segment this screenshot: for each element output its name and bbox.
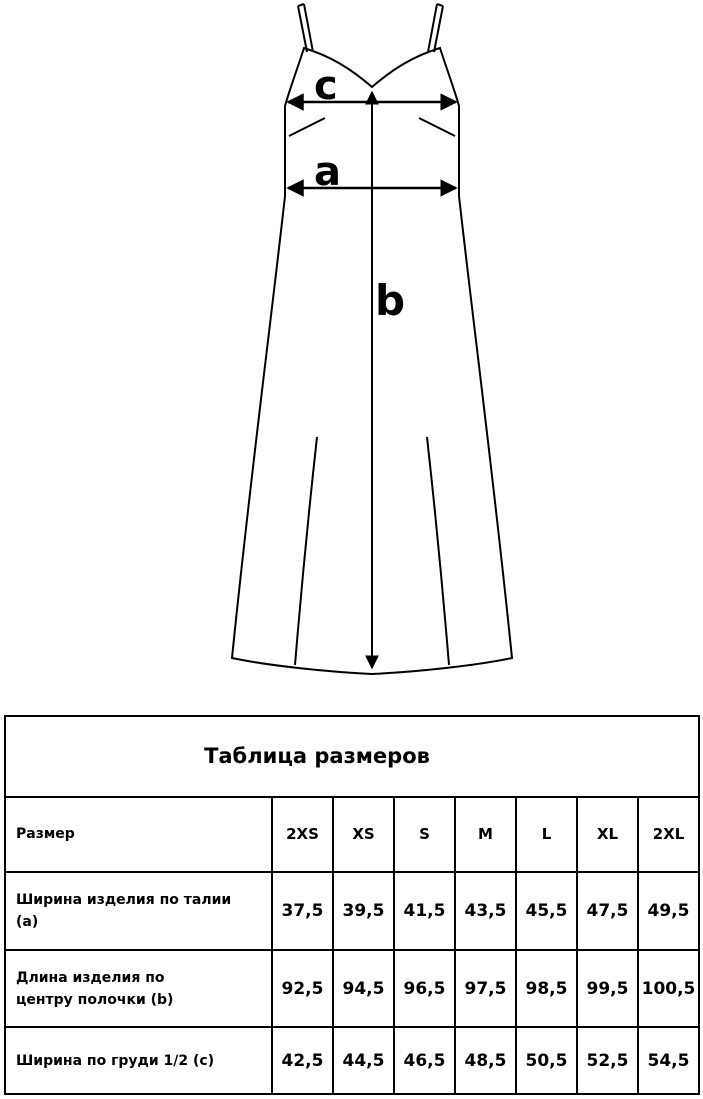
value-cell: 46,5	[394, 1027, 455, 1094]
row-label	[5, 950, 272, 1028]
size-label: Размер	[5, 797, 272, 873]
value-cell: 47,5	[577, 872, 638, 950]
label-b: b	[375, 276, 406, 325]
value-cell: 100,5	[638, 950, 699, 1028]
size-s: S	[394, 797, 455, 873]
size-l: L	[516, 797, 577, 873]
value-cell: 39,5	[333, 872, 394, 950]
label-a: a	[314, 149, 341, 195]
value-cell: 42,5	[272, 1027, 333, 1094]
value-cell: 48,5	[455, 1027, 516, 1094]
size-table	[4, 715, 700, 1095]
value-cell: 50,5	[516, 1027, 577, 1094]
value-cell: 94,5	[333, 950, 394, 1028]
value-cell: 92,5	[272, 950, 333, 1028]
row-label-line1: Длина изделия по	[16, 969, 165, 986]
row-label	[5, 872, 272, 950]
row-label	[5, 1027, 272, 1094]
value-cell: 43,5	[455, 872, 516, 950]
label-c: c	[314, 63, 338, 109]
value-cell: 96,5	[394, 950, 455, 1028]
table-row-chest-width	[5, 1027, 699, 1094]
value-cell: 99,5	[577, 950, 638, 1028]
dress-straps	[298, 4, 443, 52]
value-cell: 44,5	[333, 1027, 394, 1094]
row-label-line1: Ширина изделия по талии	[16, 892, 232, 909]
size-2xs: 2XS	[272, 797, 333, 873]
value-cell: 37,5	[272, 872, 333, 950]
size-2xl: 2XL	[638, 797, 699, 873]
table-row-waist-width	[5, 872, 699, 950]
row-label-line2: (a)	[16, 914, 39, 931]
value-cell: 45,5	[516, 872, 577, 950]
table-title: Таблица размеров	[5, 716, 699, 797]
size-header-row	[5, 797, 699, 873]
row-label-line2: центру полочки (b)	[16, 991, 174, 1008]
value-cell: 41,5	[394, 872, 455, 950]
value-cell: 97,5	[455, 950, 516, 1028]
table-row-center-length	[5, 950, 699, 1028]
value-cell: 98,5	[516, 950, 577, 1028]
row-label-line1: Ширина по груди 1/2 (c)	[16, 1052, 215, 1069]
size-m: M	[455, 797, 516, 873]
value-cell: 49,5	[638, 872, 699, 950]
size-xl: XL	[577, 797, 638, 873]
size-xs: XS	[333, 797, 394, 873]
value-cell: 52,5	[577, 1027, 638, 1094]
value-cell: 54,5	[638, 1027, 699, 1094]
